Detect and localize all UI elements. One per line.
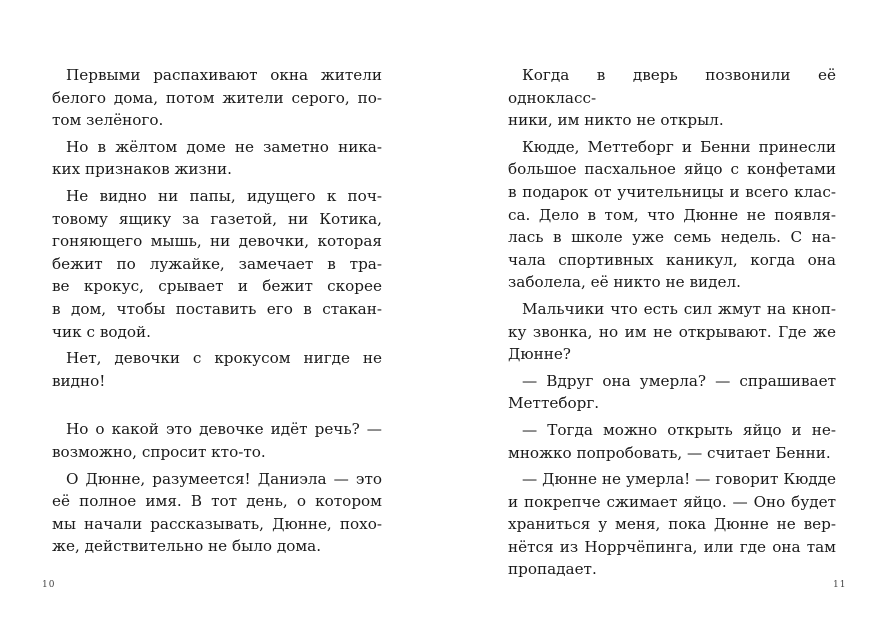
text-line: Но в жёлтом доме не заметно ника- [66, 137, 382, 156]
text-line: ве крокус, срывает и бежит скорее [52, 277, 382, 296]
paragraph [52, 136, 382, 181]
text-line: том зелёного. [52, 111, 164, 130]
paragraph [508, 468, 836, 581]
text-line: пропадает. [508, 560, 597, 579]
text-line: Дюнне? [508, 345, 571, 364]
text-line: Нет, девочки с крокусом нигде не [66, 349, 382, 368]
text-line: гоняющего мышь, ни девочки, которая [52, 232, 382, 251]
text-line: — Дюнне не умерла! — говорит Кюдде [522, 470, 836, 489]
text-line: ких признаков жизни. [52, 160, 232, 179]
paragraph [508, 298, 836, 366]
text-line: товому ящику за газетой, ни Котика, [52, 209, 382, 228]
text-line: Не видно ни папы, идущего к поч- [66, 186, 382, 205]
paragraph [52, 347, 382, 392]
paragraph [52, 185, 382, 343]
text-line: мы начали рассказывать, Дюнне, похо- [52, 514, 382, 533]
text-line: её полное имя. В тот день, о котором [52, 492, 382, 511]
text-line: заболела, её никто не видел. [508, 273, 741, 292]
paragraph [52, 468, 382, 558]
text-line: ку звонка, но им не открывают. Где же [508, 322, 836, 341]
text-line: чала спортивных каникул, когда она [508, 250, 836, 269]
text-line: возможно, спросит кто-то. [52, 442, 266, 461]
left-page-text [52, 64, 382, 558]
text-line: большое пасхальное яйцо с конфетами [508, 160, 836, 179]
text-line: ники, им никто не открыл. [508, 111, 724, 130]
text-line: Первыми распахивают окна жители [66, 66, 382, 84]
paragraph [508, 419, 836, 464]
text-line: О Дюнне, разумеется! Даниэла — это [66, 469, 382, 488]
paragraph [508, 64, 836, 132]
text-line: — Тогда можно открыть яйцо и не- [522, 420, 836, 439]
text-line: бежит по лужайке, замечает в тра- [52, 254, 382, 273]
text-line: в подарок от учительницы и всего клас- [508, 182, 836, 201]
text-line: Меттеборг. [508, 394, 600, 413]
right-page-text [508, 64, 836, 581]
text-line: и покрепче сжимает яйцо. — Оно будет [508, 492, 836, 511]
text-line: же, действительно не было дома. [52, 537, 322, 556]
text-line: белого дома, потом жители серого, по- [52, 88, 382, 107]
page-number-right: 11 [833, 580, 847, 590]
page-number-left: 10 [42, 580, 56, 590]
paragraph [52, 418, 382, 463]
text-line: Но о какой это девочке идёт речь? — [66, 420, 382, 439]
text-line: Когда в дверь позвонили её однокласс- [508, 66, 836, 107]
text-line: храниться у меня, пока Дюнне не вер- [508, 515, 836, 534]
paragraph [508, 136, 836, 294]
text-line: са. Дело в том, что Дюнне не появля- [508, 205, 836, 224]
paragraph [52, 64, 382, 132]
text-line: видно! [52, 371, 106, 390]
text-line: лась в школе уже семь недель. С на- [508, 228, 836, 247]
text-line: — Вдруг она умерла? — спрашивает [522, 371, 836, 390]
text-line: нётся из Норрчёпинга, или где она там [508, 537, 836, 556]
text-line: чик с водой. [52, 322, 151, 341]
paragraph [508, 370, 836, 415]
text-line: в дом, чтобы поставить его в стакан- [52, 299, 382, 318]
text-line: Кюдде, Меттеборг и Бенни принесли [522, 137, 836, 156]
text-line: множко попробовать, — считает Бенни. [508, 443, 831, 462]
text-line: Мальчики что есть сил жмут на кноп- [522, 299, 836, 318]
